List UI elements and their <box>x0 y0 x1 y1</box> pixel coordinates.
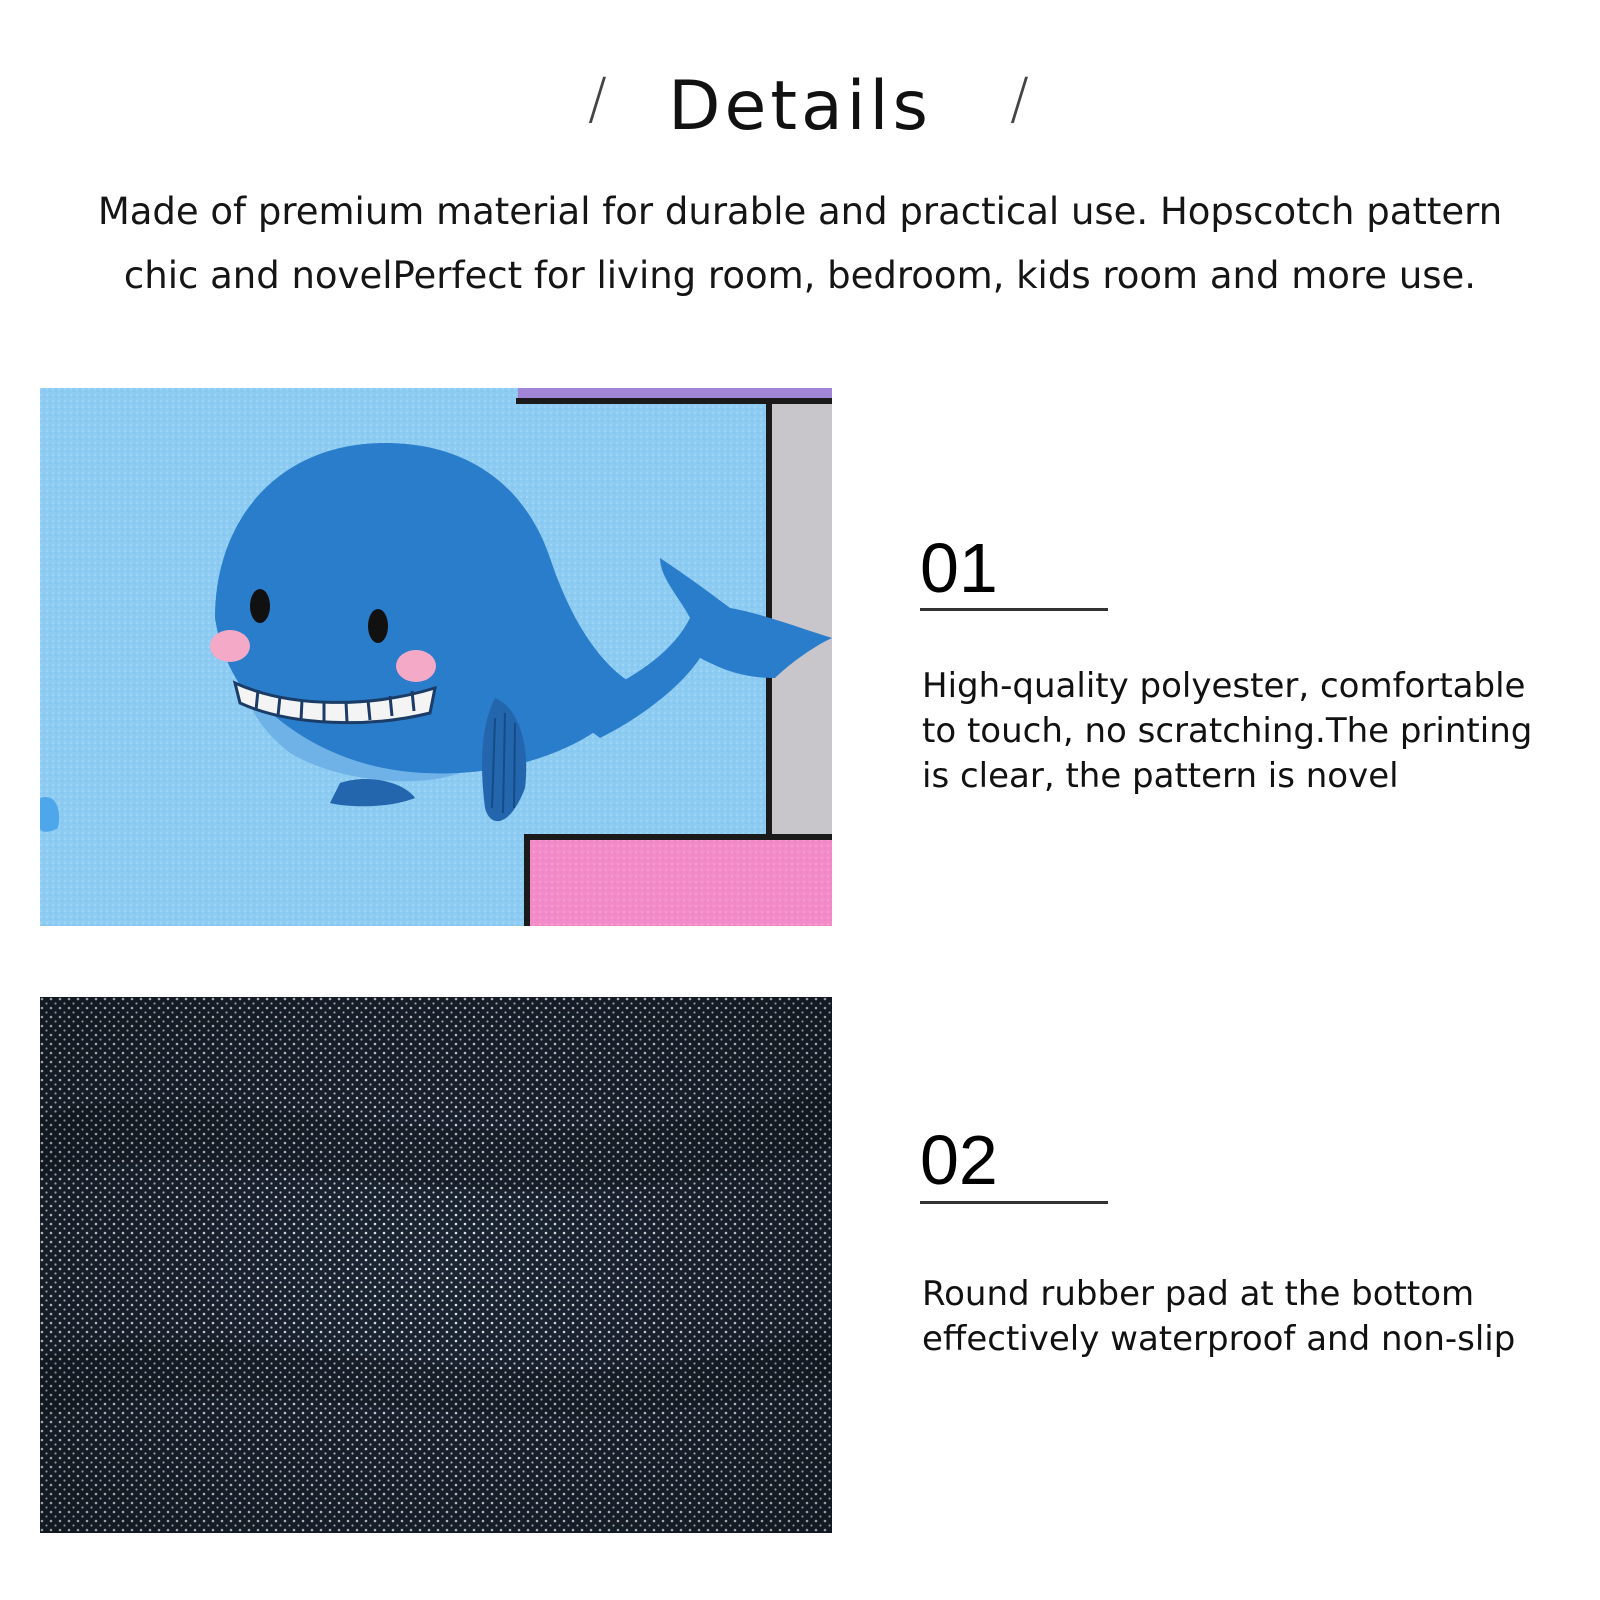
feature-description-02: Round rubber pad at the bottom effectively waterproof and non-slip <box>922 1274 1516 1359</box>
page-title: Details <box>668 67 932 146</box>
heading-slash-right: / <box>1010 67 1029 132</box>
feature-description-01: High-quality polyester, comfortable to touch, no scratching.The printing is clear, the pattern is novel <box>922 666 1533 796</box>
details-heading <box>0 62 1600 152</box>
feature-divider-02 <box>920 1201 1108 1204</box>
feature-divider-01 <box>920 608 1108 611</box>
feature-number-02: 02 <box>920 1121 998 1199</box>
intro-paragraph: Made of premium material for durable and practical use. Hopscotch pattern chic and novelPerfect for living room, bedroom, kids room and more use. <box>97 190 1503 297</box>
whale-print-photo <box>40 388 832 926</box>
dotted-backing-image <box>40 997 832 1533</box>
heading-slash-left: / <box>588 67 607 132</box>
whale-print-image <box>40 388 832 926</box>
feature-number-01: 01 <box>920 529 998 607</box>
rubber-backing-photo <box>40 997 832 1533</box>
